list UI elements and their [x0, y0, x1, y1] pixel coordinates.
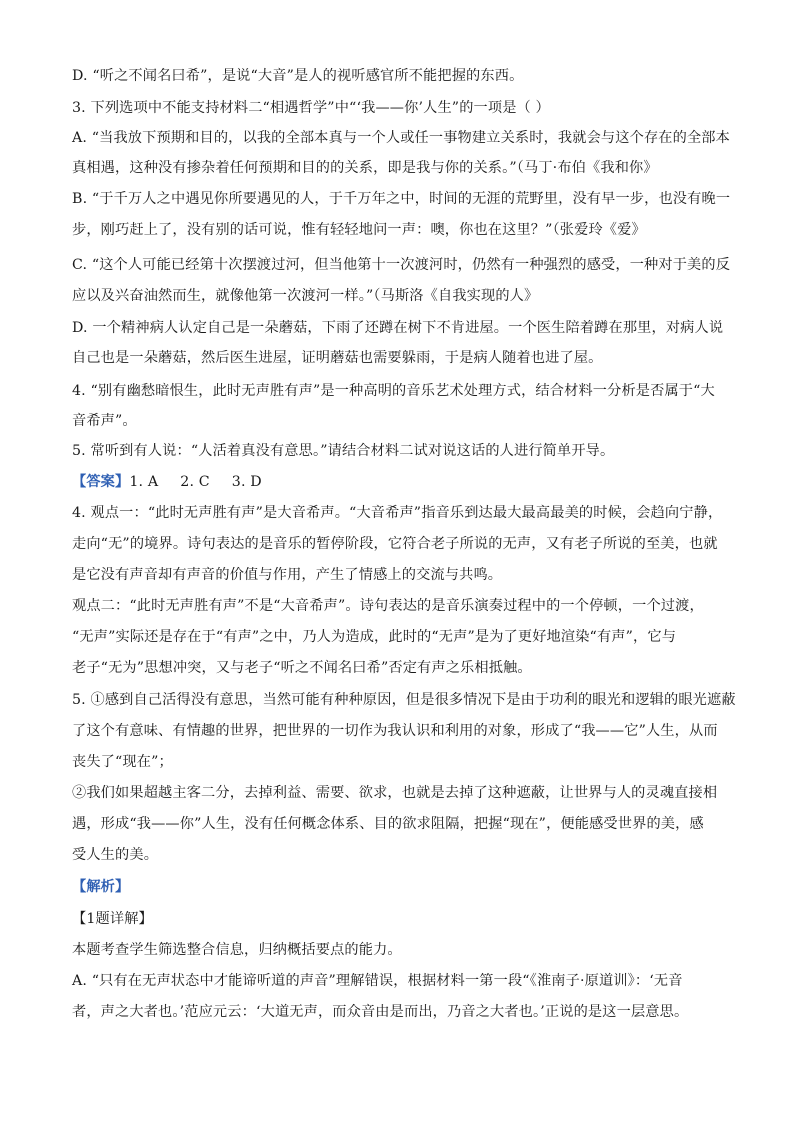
answer-line [72, 472, 262, 492]
q1-detail-heading: 【1题详解】 [72, 911, 153, 927]
option-b-line1: B. “于千万人之中遇见你所要遇见的人，于千万年之中，时间的无涯的荒野里，没有早一步，也没有晚一 [72, 191, 731, 207]
option-c-line1: C. “这个人可能已经第十次摆渡过河，但当他第十一次渡河时，仍然有一种强烈的感受，一种对于美的反 [72, 257, 731, 273]
question-3: 3. 下列选项中不能支持材料二“相遇哲学”中“‘我——你’人生”的一项是（ ） [72, 100, 550, 116]
question-4-line1: 4. “别有幽愁暗恨生，此时无声胜有声”是一种高明的音乐艺术处理方式，结合材料一分析是否属于“大 [72, 383, 715, 399]
analysis-option-a-line1: A. “只有在无声状态中才能谛听道的声音”理解错误，根据材料一第一段“《淮南子·原道训》：‘无音 [72, 973, 683, 989]
option-a-line2: 真相遇，这种没有掺杂着任何预期和目的的关系，即是我与你的关系。”（马丁·布伯《我和你》 [72, 160, 658, 176]
answer-2: 2. C [180, 474, 210, 490]
answer-4-view1-line3: 是它没有声音却有声音的价值与作用，产生了情感上的交流与共鸣。 [72, 567, 503, 583]
answer-4-view2-line3: 老子“无为”思想冲突，又与老子“听之不闻名曰希”否定有声之乐相抵触。 [72, 660, 532, 676]
answer-5-p1-line3: 丧失了“现在”； [72, 754, 173, 770]
answer-3: 3. D [231, 474, 262, 490]
answer-5-p2-line3: 受人生的美。 [72, 847, 159, 863]
question-5: 5. 常听到有人说：“人活着真没有意思。”请结合材料二试对说这话的人进行简单开导。 [72, 443, 615, 459]
option-c-line2: 应以及兴奋油然而生，就像他第一次渡河一样。”（马斯洛《自我实现的人》 [72, 288, 539, 304]
answer-tag: 【答案】 [72, 474, 130, 490]
answer-5-p2-line2: 遇，形成“我——你”人生，没有任何概念体系、目的欲求阻隔，把握“现在”，便能感受世界的美，感 [72, 816, 704, 832]
option-d-line1: D. 一个精神病人认定自己是一朵蘑菇，下雨了还蹲在树下不肯进屋。一个医生陪着蹲在那里，对病人说 [72, 320, 724, 336]
answer-4-view1-line2: 走向“无”的境界。诗句表达的是音乐的暂停阶段，它符合老子所说的无声，又有老子所说的至美，也就 [72, 536, 718, 552]
option-b-line2: 步，刚巧赶上了，没有别的话可说，惟有轻轻地问一声：噢，你也在这里？”（张爱玲《爱》 [72, 222, 646, 238]
analysis-tag: 【解析】 [72, 879, 130, 895]
option-d-line2: 自己也是一朵蘑菇，然后医生进屋，证明蘑菇也需要躲雨，于是病人随着也进了屋。 [72, 350, 603, 366]
answer-1: 1. A [129, 474, 159, 490]
answer-5-p1-line1: 5. ①感到自己活得没有意思，当然可能有种种原因，但是很多情况下是由于功利的眼光和逻辑的眼光遮蔽 [72, 692, 736, 708]
option-a-line1: A. “当我放下预期和目的，以我的全部本真与一个人或任一事物建立关系时，我就会与这个存在的全部本 [72, 130, 730, 146]
question-4-line2: 音希声”。 [72, 413, 137, 429]
option-d-q2: D. “听之不闻名曰希”，是说“大音”是人的视听感官所不能把握的东西。 [72, 68, 524, 84]
analysis-option-a-line2: 者，声之大者也。’范应元云：‘大道无声，而众音由是而出，乃音之大者也。’正说的是这一层意思。 [72, 1004, 689, 1020]
answer-5-p1-line2: 了这个有意味、有情趣的世界，把世界的一切作为我认识和利用的对象，形成了“我——它”人生，从而 [72, 723, 718, 739]
answer-5-p2-line1: ②我们如果超越主客二分，去掉利益、需要、欲求，也就是去掉了这种遮蔽，让世界与人的灵魂直接相 [72, 785, 718, 801]
analysis-intro: 本题考查学生筛选整合信息，归纳概括要点的能力。 [72, 942, 402, 958]
answer-4-view2-line1: 观点二：“此时无声胜有声”不是“大音希声”。诗句表达的是音乐演奏过程中的一个停顿，一个过渡， [72, 598, 704, 614]
answer-4-view1-line1: 4. 观点一：“此时无声胜有声”是大音希声。“大音希声”指音乐到达最大最高最美的时候，会趋向宁静， [72, 505, 723, 521]
answer-4-view2-line2: “无声”实际还是存在于“有声”之中，乃人为造成，此时的“无声”是为了更好地渲染“有声”，它与 [72, 629, 677, 645]
